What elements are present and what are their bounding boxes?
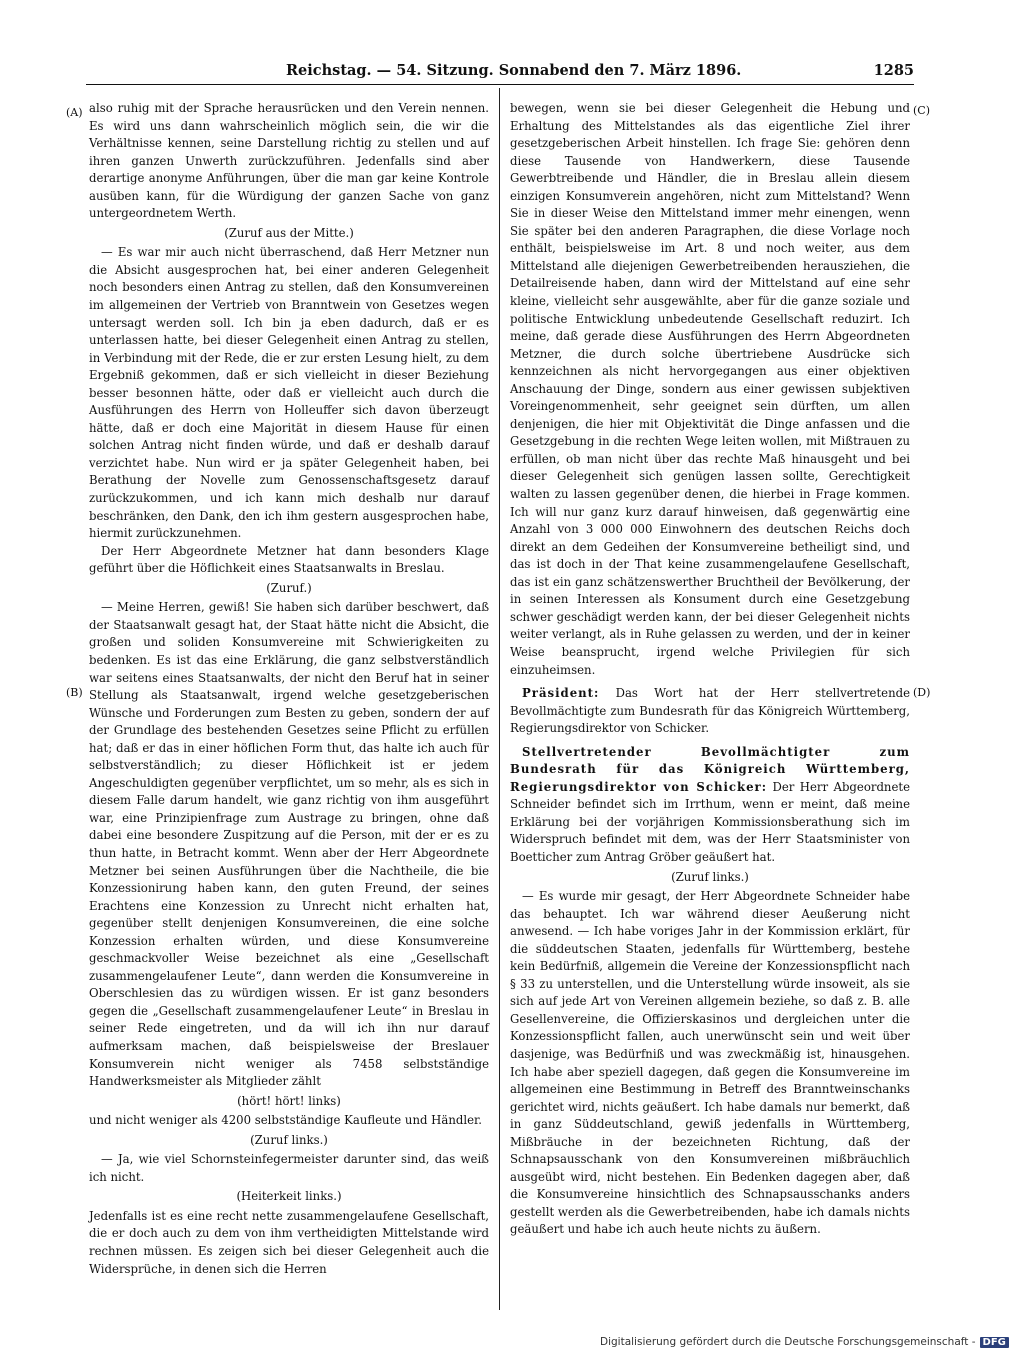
margin-marker-b: (B): [66, 686, 83, 699]
paragraph: Der Herr Abgeordnete Metzner hat dann besonders Klage geführt über die Höflichkeit eines Staatsanwalts in Breslau.: [89, 543, 489, 576]
header-title: Reichstag. — 54. Sitzung. Sonnabend den 7. März 1896.: [286, 62, 742, 79]
paragraph: also ruhig mit der Sprache herausrücken und den Verein nennen. Es wird uns dann wahrscheinlich möglich sein, die wir die Verhältnisse kennen, seine Darstellung richtig zu stellen und auf ihren ganzen Unwerth zurückzuführen. Jedenfalls sind aber derartige anonyme Anführungen, über die man gar keine Kontrole ausüben kann, für die Würdigung der ganzen Sache von ganz untergeordnetem Werth.: [89, 101, 489, 221]
speech-text: Das Wort hat der Herr stellvertretende Bevollmächtigte zum Bundesrath für das Königreich Württemberg, Regierungsdirektor von Schicker.: [510, 686, 911, 736]
speaker-name: Präsident:: [522, 686, 600, 701]
margin-marker-a: (A): [66, 106, 83, 119]
interjection: (hört! hört! links): [237, 1093, 341, 1108]
paragraph: — Ja, wie viel Schornsteinfegermeister darunter sind, das weiß ich nicht.: [89, 1152, 489, 1184]
speaker-paragraph: [510, 744, 910, 867]
left-column: [89, 100, 489, 1320]
interjection: (Zuruf aus der Mitte.): [224, 225, 354, 240]
paragraph: — Es wurde mir gesagt, der Herr Abgeordnete Schneider habe das behauptet. Ich war während dieser Aeußerung nicht anwesend. — Ich habe voriges Jahr in der Kommission erklärt, für die süddeutschen Staaten, jedenfalls für Württemberg, bestehe kein Bedürfniß, allgemein die Vereine der Konzessionspflicht nach § 33 zu unterstellen, und die Unterstellung würde insoweit, als sie sich auf jede Art von Vereinen allgemein beziehe, so daß z. B. alle Gesellenvereine, die Offizierskasinos und dergleichen unter die Konzessionspflicht fallen, auch unerwünscht sein und weit über dasjenige, was Bedürfniß und was zweckmäßig ist, hinausgehen. Ich habe aber speziell dagegen, daß gegen die Konsumvereine im allgemeinen eine Bestimmung in Betreff des Branntweinschanks gerichtet wird, nichts geäußert. Ich habe damals nur bemerkt, daß in ganz Süddeutschland, gewiß jedenfalls in Württemberg, Mißbräuche in der bezeichneten Richtung, daß der Schnapsausschank von den Konsumvereinen mißbräuchlich ausgeübt wird, nicht bestehen. Ein Bedenken dagegen aber, daß die Konsumvereine hinsichtlich des Schnapsausschanks anders gestellt werden als die Gewerbetreibenden, habe ich damals nichts geäußert und habe ich auch heute nichts zu äußern.: [510, 889, 910, 1237]
dfg-logo: DFG: [980, 1337, 1009, 1348]
margin-marker-d: (D): [913, 686, 931, 699]
interjection: (Zuruf links.): [671, 869, 749, 884]
footer-text: Digitalisierung gefördert durch die Deutsche Forschungsgemeinschaft -: [600, 1336, 976, 1348]
footer-credit: [600, 1336, 1009, 1348]
page-number: 1285: [873, 62, 914, 79]
paragraph: und nicht weniger als 4200 selbstständige Kaufleute und Händler.: [89, 1113, 483, 1128]
interjection: (Heiterkeit links.): [236, 1189, 342, 1204]
column-divider: [499, 88, 500, 1310]
interjection: (Zuruf links.): [250, 1132, 328, 1147]
header-rule: [86, 84, 914, 85]
paragraph: — Meine Herren, gewiß! Sie haben sich darüber beschwert, daß der Staatsanwalt gesagt hat, der Staat hätte nicht die Absicht, die großen und soliden Konsumvereine mit Schwierigkeiten zu bedenken. Es ist das eine Erklärung, die ganz selbstverständlich war seitens eines Staatsanwalts, der nicht den Beruf hat in seiner Stellung als Staatsanwalt, irgend welche gesetzgeberischen Wünsche und Forderungen zum Besten zu geben, sondern der auf der Grundlage des bestehenden Gesetzes seine Pflicht zu erfüllen hat; daß er das in einer höflichen Form thut, das halte ich auch für selbstverständlich; zu dieser Höflichkeit ist er jedem Angeschuldigten gegenüber verpflichtet, um so mehr, als es sich in diesem Falle darum handelt, wie ganz richtig von ihm ausgeführt war, eine Prinzipienfrage zum Austrage zu bringen, ohne daß dabei eine besondere Zuspitzung auf die Person, mit der er es zu thun hatte, in Betracht kommt. Wenn aber der Herr Abgeordnete Metzner bei seinen Ausführungen über die Nachtheile, die bie Konzessionirung haben kann, den guten Freund, der seines Erachtens eine Konzession zu Unrecht nicht erhalten hat, gegenüber stellt denjenigen Konsumvereinen, die eine solche Konzession erhalten würden, und diese Konsumvereine geschmackvoller Weise bezeichnet als eine „Gesellschaft zusammengelaufener Leute“, dann werden die Konsumvereine in Oberschlesien das zu würdigen wissen. Er ist ganz besonders gegen die „Gesellschaft zusammengelaufener Leute“ in Breslau in seiner Rede eingetreten, und da will ich ihn nur darauf aufmerksam machen, daß beispielsweise der Breslauer Konsumverein nicht weniger als 7458 selbstständige Handwerksmeister als Mitglieder zählt: [89, 600, 489, 1089]
running-header: [86, 62, 914, 82]
interjection: (Zuruf.): [266, 580, 312, 595]
speaker-name: Stellvertretender Bevollmächtigter zum Bundesrath für das Königreich Württemberg, Regierungsdirektor von Schicker:: [510, 744, 910, 794]
paragraph: bewegen, wenn sie bei dieser Gelegenheit die Hebung und Erhaltung des Mittelstandes als das eigentliche Ziel ihrer gesetzgeberischen Arbeit hinstellen. Ich frage Sie: gehören denn diese Tausende von Handwerkern, diese Tausende Gewerbtreibende und Händler, die in Breslau allein diesem einzigen Konsumverein angehören, nicht zum Mittelstand? Wenn Sie in dieser Weise den Mittelstand immer mehr einengen, wenn Sie später bei den anderen Paragraphen, die diese Vorlage noch enthält, beispielsweise im Art. 8 und noch weiter, aus dem Mittelstand alle diejenigen Gewerbetreibenden herausziehen, die Detailreisende haben, dann wird der Mittelstand auf eine sehr kleine, vielleicht sehr ausgewählte, aber für die ganze soziale und politische Entwicklung unbedeutende Gesellschaft reduzirt. Ich meine, daß gerade diese Ausführungen des Herrn Abgeordneten Metzner, die durch solche übertriebene Ausdrücke sich kennzeichnen als nicht hervorgegangen aus einer objektiven Anschauung der Dinge, sondern aus einer gewissen subjektiven Voreingenommenheit, sehr geeignet sein dürften, um allen denjenigen, die hier mit Objektivität die Dinge anfassen und die Gesetzgebung in die rechten Wege leiten wollen, mit Mißtrauen zu erfüllen, ob man nicht über das rechte Maß hinausgeht und bei dieser Gelegenheit sich genügen lassen sollte, Gerechtigkeit walten zu lassen gegenüber denen, die hierbei in Frage kommen. Ich will nur ganz kurz darauf hinweisen, daß gegenwärtig eine Anzahl von 3 000 000 Einwohnern des deutschen Reichs doch direkt an dem Gedeihen der Konsumvereine betheiligt sind, und das ist doch in der That keine zusammengelaufene Gesellschaft, das ist ein ganz schätzenswerther Bruchtheil der Bevölkerung, der in seinen Interessen als Konsument durch eine Gesetzgebung schwer geschädigt werden kann, der bei dieser Gelegenheit nichts weiter verlangt, als in Ruhe gelassen zu werden, und der in keiner Weise beansprucht, irgend welche Privilegien für sich einzuheimsen.: [510, 101, 910, 677]
paragraph: — Es war mir auch nicht überraschend, daß Herr Metzner nun die Absicht ausgesprochen hat, bei einer anderen Gelegenheit noch besonders einen Antrag zu stellen, daß den Konsumvereinen im allgemeinen der Vertrieb von Branntwein von Gesetzes wegen untersagt werden soll. Ich bin ja eben dadurch, daß er es unterlassen hatte, bei dieser Gelegenheit einen Antrag zu stellen, in Verbindung mit der Rede, die er zur ersten Lesung hielt, zu dem Ergebniß gekommen, daß er sich vielleicht in dieser Beziehung besser besonnen hätte, oder daß er vielleicht auch durch die Ausführungen des Herrn von Holleuffer sich davon überzeugt hätte, daß er doch eine Majorität in diesem Hause für einen solchen Antrag nicht finden würde, und daß er deshalb darauf verzichtet habe. Nun wird er ja später Gelegenheit haben, bei Berathung der Novelle zum Genossenschaftsgesetz darauf zurückzukommen, und ich kann mich deshalb nur darauf beschränken, den Dank, den ich ihm gestern ausgesprochen habe, hiermit zurückzunehmen.: [89, 245, 489, 541]
right-column: [510, 100, 910, 1320]
paragraph: Jedenfalls ist es eine recht nette zusammengelaufene Gesellschaft, die er doch auch zu dem von ihm vertheidigten Mittelstande wird rechnen müssen. Es zeigen sich bei dieser Gelegenheit auch die Widersprüche, in denen sich die Herren: [89, 1208, 489, 1276]
speaker-paragraph: [510, 685, 910, 738]
margin-marker-c: (C): [913, 104, 930, 117]
speech-text: Der Herr Abgeordnete Schneider befindet sich im Irrthum, wenn er meint, daß meine Erklärung bei der vorjährigen Kommissionsberathung sich im Widerspruch befindet mit dem, was der Herr Staatsminister von Boetticher zum Antrag Gröber geäußert hat.: [510, 779, 910, 864]
